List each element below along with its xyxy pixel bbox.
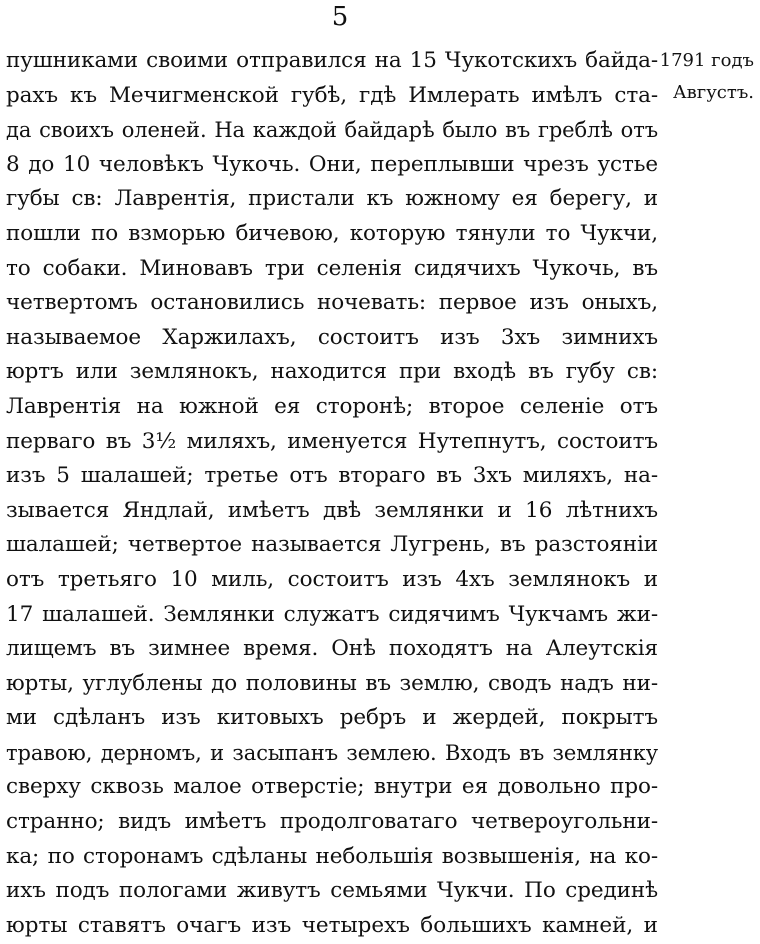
text-line: называемое Харжилахъ, состоитъ изъ 3хъ зимнихъ — [6, 324, 658, 350]
text-line: то собаки. Миновавъ три селенія сидячихъ Чукочь, въ — [6, 255, 658, 281]
text-line: губы св: Лаврентія, пристали къ южному ея берегу, и — [6, 186, 658, 212]
text-line: юрты ставятъ очагъ изъ четырехъ большихъ камней, и — [6, 912, 658, 938]
text-line: перваго въ 3½ миляхъ, именуется Нутепнутъ, состоитъ — [6, 428, 658, 454]
text-line: пошли по взморью бичевою, которую тянули то Чукчи, — [6, 220, 658, 246]
text-line: шалашей; четвертое называется Лугрень, въ разстояніи — [6, 532, 658, 558]
text-line: юрты, углублены до половины въ землю, сводъ надъ ни- — [6, 670, 658, 696]
text-line: зывается Яндлай, имѣетъ двѣ землянки и 16 лѣтнихъ — [6, 497, 658, 523]
text-line: 17 шалашей. Землянки служатъ сидячимъ Чукчамъ жи- — [6, 601, 658, 627]
text-line: ихъ подъ пологами живутъ семьями Чукчи. По срединѣ — [6, 878, 658, 904]
text-line: изъ 5 шалашей; третье отъ втораго въ 3хъ миляхъ, на- — [6, 463, 658, 489]
text-line: ми сдѣланъ изъ китовыхъ ребръ и жердей, покрытъ — [6, 705, 658, 731]
text-line: странно; видъ имѣетъ продолговатаго четвероугольни- — [6, 809, 658, 835]
text-line: юртъ или землянокъ, находится при входѣ въ губу св: — [6, 359, 658, 385]
text-line: четвертомъ остановились ночевать: первое изъ оныхъ, — [6, 290, 658, 316]
text-line: отъ третьяго 10 миль, состоитъ изъ 4хъ землянокъ и — [6, 566, 658, 592]
page-number: 5 — [331, 2, 349, 32]
margin-note-year: 1791 годъ — [659, 50, 754, 71]
text-line: пушниками своими отправился на 15 Чукотскихъ байда- — [6, 48, 658, 73]
text-line: травою, дерномъ, и засыпанъ землею. Входъ въ землянку — [6, 740, 658, 765]
body-text — [6, 44, 658, 943]
text-line: Лаврентія на южной ея сторонѣ; второе селеніе отъ — [6, 393, 658, 419]
text-line: рахъ къ Мечигменской губѣ, гдѣ Имлерать имѣлъ ста- — [6, 82, 658, 108]
text-line: ка; по сторонамъ сдѣланы небольшія возвышенія, на ко- — [6, 843, 658, 869]
text-line: да своихъ оленей. На каждой байдарѣ было въ греблѣ отъ — [6, 118, 658, 143]
text-line: 8 до 10 человѣкъ Чукочь. Они, переплывши чрезъ устье — [6, 151, 658, 177]
text-line: лищемъ въ зимнее время. Онѣ походятъ на Алеутскія — [6, 636, 658, 662]
text-line: сверху сквозь малое отверстіе; внутри ея довольно про- — [6, 774, 658, 800]
margin-note-month: Августъ. — [673, 82, 754, 103]
